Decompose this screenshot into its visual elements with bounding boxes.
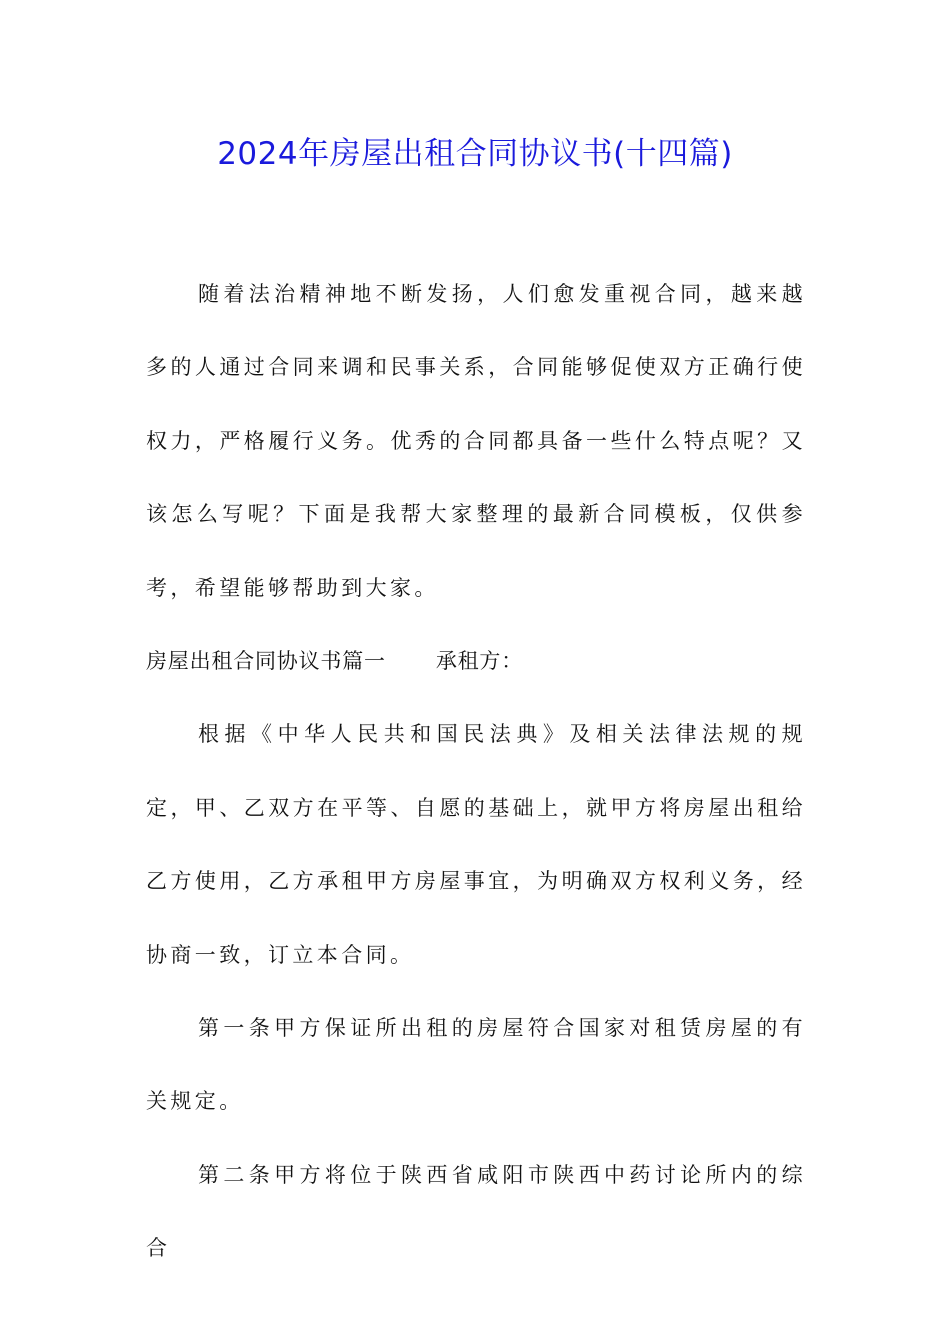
lessee-label: 承租方： <box>435 649 524 674</box>
document-title: 2024年房屋出租合同协议书(十四篇) <box>217 136 733 172</box>
section-title: 房屋出租合同协议书篇一 <box>146 649 386 674</box>
heading-spacer <box>386 625 436 698</box>
article-two: 第二条甲方将位于陕西省咸阳市陕西中药讨论所内的综合 <box>146 1162 806 1261</box>
article-one: 第一条甲方保证所出租的房屋符合国家对租赁房屋的有关规定。 <box>146 1016 806 1114</box>
document-body <box>146 258 806 1286</box>
section-heading <box>146 625 806 698</box>
intro-paragraph: 随着法治精神地不断发扬，人们愈发重视合同，越来越多的人通过合同来调和民事关系，合同能够促使双方正确行使权力，严格履行义务。优秀的合同都具备一些什么特点呢？又该怎么写呢？下面是我帮大家整理的最新合同模板，仅供参考，希望能够帮助到大家。 <box>146 282 806 600</box>
contract-preamble: 根据《中华人民共和国民法典》及相关法律法规的规定，甲、乙双方在平等、自愿的基础上，就甲方将房屋出租给乙方使用，乙方承租甲方房屋事宜，为明确双方权利义务，经协商一致，订立本合同。 <box>146 722 806 967</box>
